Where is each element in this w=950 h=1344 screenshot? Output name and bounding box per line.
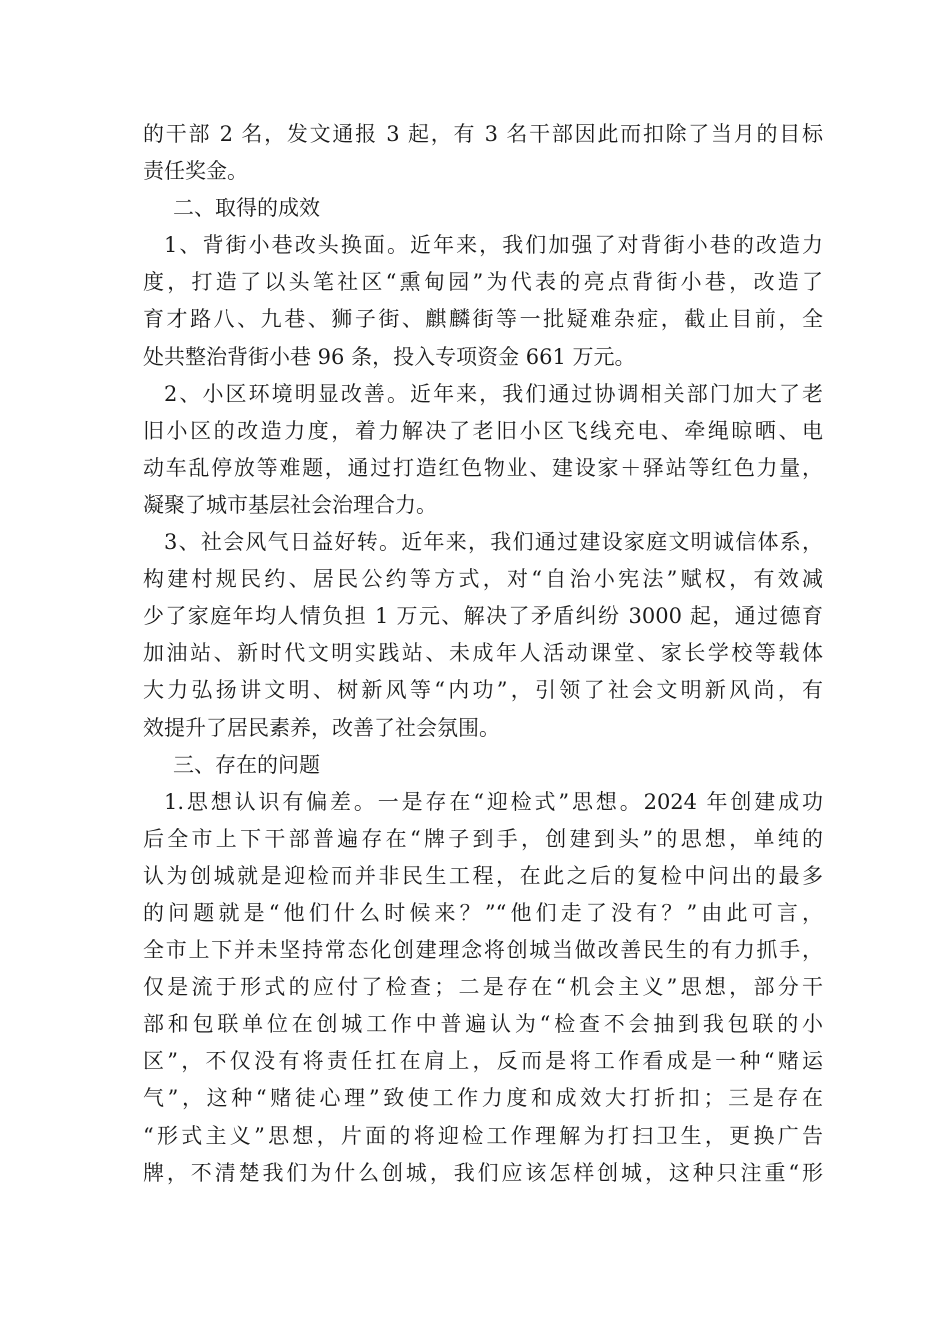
body-line: 1.思想认识有偏差。一是存在“迎检式”思想。2024 年创建成功 <box>164 789 823 814</box>
body-line: 责任奖金。 <box>143 159 248 184</box>
body-line: 1、背街小巷改头换面。近年来，我们加强了对背街小巷的改造力 <box>164 233 823 258</box>
body-line: 旧小区的改造力度，着力解决了老旧小区飞线充电、牵绳晾晒、电 <box>143 418 823 443</box>
body-line: 构建村规民约、居民公约等方式，对“自治小宪法”赋权，有效减 <box>143 567 823 592</box>
body-line: 的干部 2 名，发文通报 3 起，有 3 名干部因此而扣除了当月的目标 <box>143 122 823 146</box>
body-line: 区”，不仅没有将责任扛在肩上，反而是将工作看成是一种“赌运 <box>143 1049 823 1074</box>
body-line: 2、小区环境明显改善。近年来，我们通过协调相关部门加大了老 <box>164 381 823 406</box>
body-line: 度，打造了以头笔社区“熏甸园”为代表的亮点背街小巷，改造了 <box>143 270 823 295</box>
body-line: 后全市上下干部普遍存在“牌子到手，创建到头”的思想，单纯的 <box>143 826 823 851</box>
body-line: 全市上下并未坚持常态化创建理念将创城当做改善民生的有力抓手， <box>143 938 823 963</box>
body-line: 动车乱停放等难题，通过打造红色物业、建设家＋驿站等红色力量， <box>143 455 823 480</box>
body-line: 加油站、新时代文明实践站、未成年人活动课堂、家长学校等载体 <box>143 641 823 666</box>
body-line: 处共整治背街小巷 96 条，投入专项资金 661 万元。 <box>143 344 636 369</box>
body-line: 效提升了居民素养，改善了社会氛围。 <box>143 715 500 740</box>
body-line: 认为创城就是迎检而并非民生工程，在此之后的复检中问出的最多 <box>143 863 823 888</box>
body-line: 少了家庭年均人情负担 1 万元、解决了矛盾纠纷 3000 起，通过德育 <box>143 604 823 629</box>
body-line: 凝聚了城市基层社会治理合力。 <box>143 492 437 517</box>
body-line: 育才路八、九巷、狮子街、麒麟街等一批疑难杂症，截止目前，全 <box>143 307 823 332</box>
body-line: 气”，这种“赌徒心理”致使工作力度和成效大打折扣；三是存在 <box>143 1086 823 1111</box>
body-line: “形式主义”思想，片面的将迎检工作理解为打扫卫生，更换广告 <box>143 1123 823 1148</box>
body-line: 部和包联单位在创城工作中普遍认为“检查不会抽到我包联的小 <box>143 1012 823 1037</box>
body-line: 仅是流于形式的应付了检查；二是存在“机会主义”思想，部分干 <box>143 975 823 1000</box>
body-line: 大力弘扬讲文明、树新风等“内功”，引领了社会文明新风尚，有 <box>143 678 823 703</box>
body-line: 3、社会风气日益好转。近年来，我们通过建设家庭文明诚信体系， <box>164 530 823 555</box>
section-heading: 二、取得的成效 <box>173 196 320 221</box>
body-line: 的问题就是“他们什么时候来？”“他们走了没有？”由此可言， <box>143 900 823 925</box>
section-heading: 三、存在的问题 <box>173 752 320 777</box>
body-line: 牌，不清楚我们为什么创城，我们应该怎样创城，这种只注重“形 <box>143 1160 823 1185</box>
document-body <box>143 116 823 1192</box>
